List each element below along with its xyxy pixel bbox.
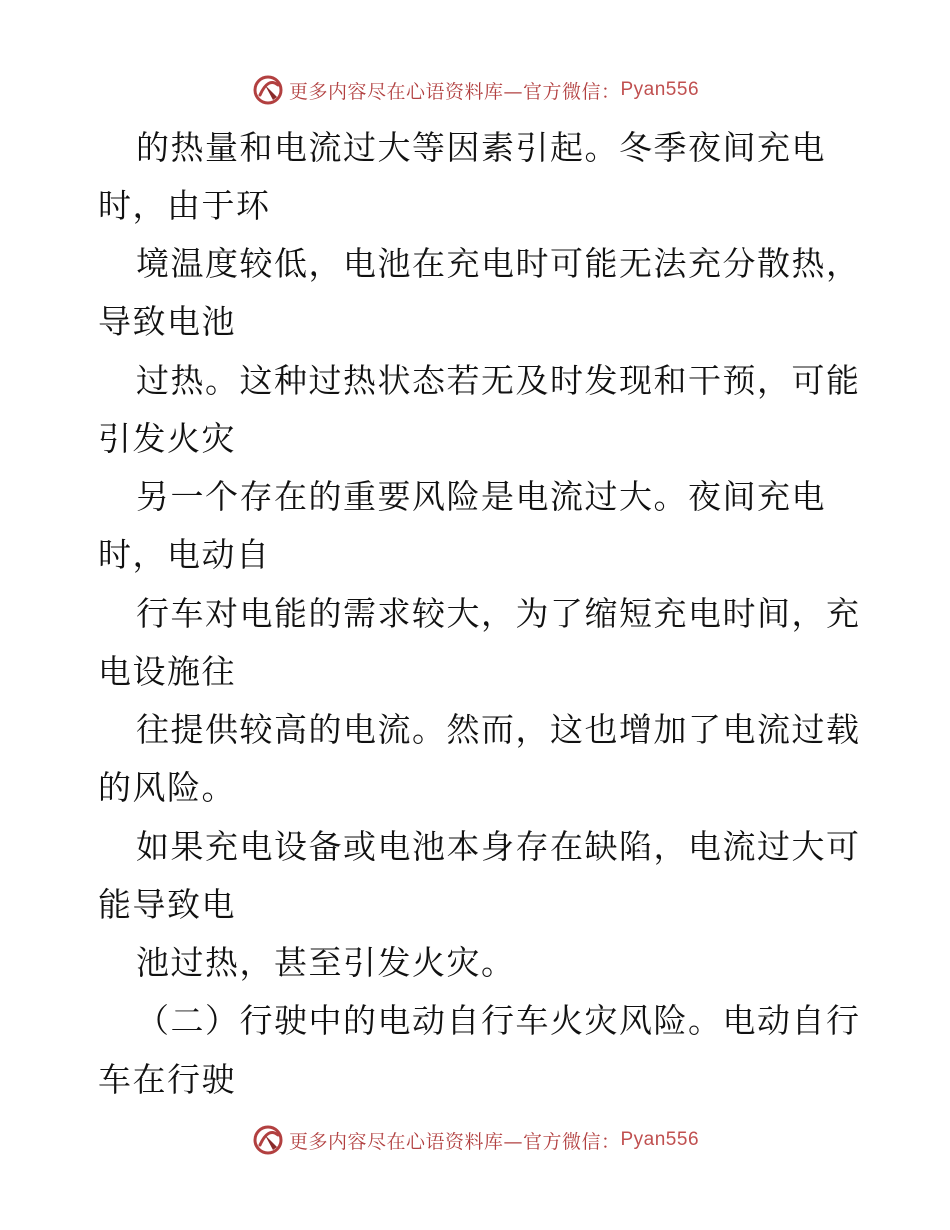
- body-line: 能导致电: [98, 885, 236, 924]
- body-line: 引发火灾: [98, 419, 236, 458]
- body-line: 的热量和电流过大等因素引起。冬季夜间充电: [136, 128, 826, 167]
- body-line: （二）行驶中的电动自行车火灾风险。电动自行: [136, 1001, 861, 1040]
- brand-logo-icon: [251, 1123, 285, 1157]
- footer-wechat-id: Pyan556: [620, 1129, 700, 1150]
- footer-banner: [0, 1120, 950, 1160]
- body-line: 行车对电能的需求较大，为了缩短充电时间，充: [136, 594, 861, 633]
- brand-logo-icon: [251, 73, 285, 107]
- body-line: 过热。这种过热状态若无及时发现和干预，可能: [136, 361, 861, 400]
- body-line: 导致电池: [98, 302, 236, 341]
- body-line: 如果充电设备或电池本身存在缺陷，电流过大可: [136, 827, 861, 866]
- body-line: 池过热，甚至引发火灾。: [136, 943, 516, 982]
- body-line: 的风险。: [98, 768, 236, 807]
- header-banner-text: 更多内容尽在心语资料库—官方微信：: [288, 80, 621, 103]
- body-line: 时，由于环: [98, 186, 271, 225]
- header-banner: [0, 70, 950, 110]
- body-line: 时，电动自: [98, 535, 271, 574]
- footer-banner-text: 更多内容尽在心语资料库—官方微信：: [288, 1130, 621, 1153]
- body-line: 往提供较高的电流。然而，这也增加了电流过载: [136, 710, 861, 749]
- body-line: 另一个存在的重要风险是电流过大。夜间充电: [136, 477, 826, 516]
- body-line: 境温度较低，电池在充电时可能无法充分散热，: [136, 244, 861, 283]
- body-line: 车在行驶: [98, 1060, 236, 1099]
- header-wechat-id: Pyan556: [620, 79, 700, 100]
- body-line: 电设施往: [98, 652, 236, 691]
